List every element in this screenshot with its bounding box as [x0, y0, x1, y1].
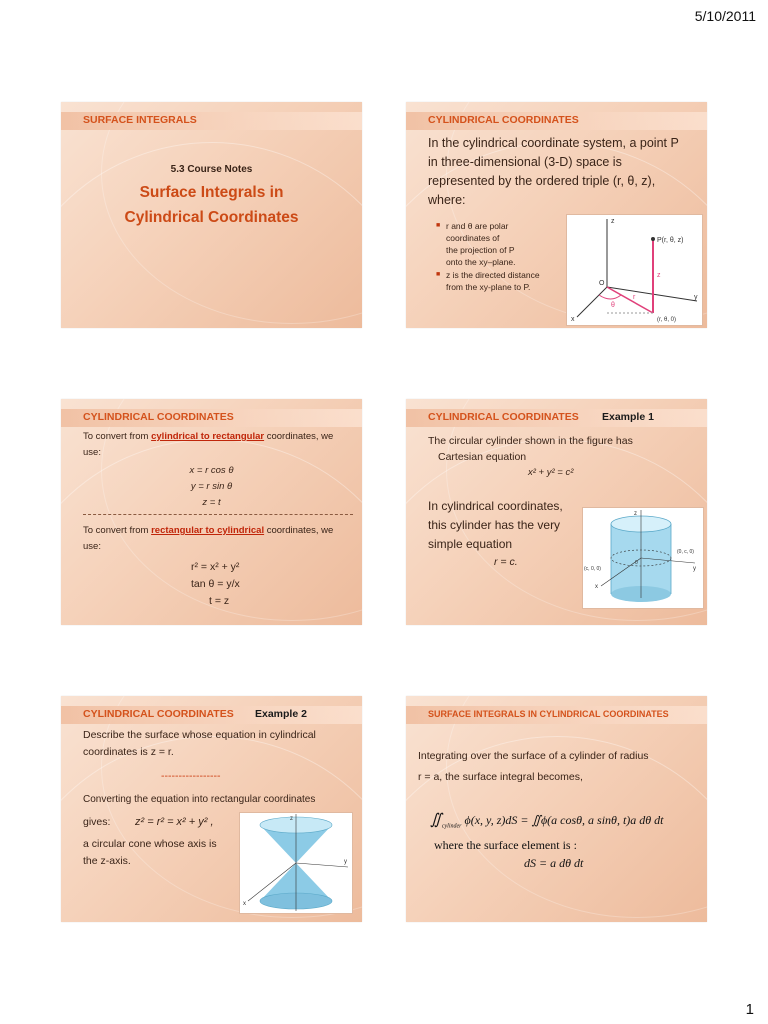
text-line: use:: [83, 541, 101, 552]
text-line: r = a, the surface integral becomes,: [418, 771, 583, 783]
slide-header: CYLINDRICAL COORDINATES: [428, 114, 579, 126]
bullet-icon: ■: [436, 222, 441, 229]
surface-element-text: where the surface element is :: [434, 838, 577, 852]
course-notes-label: 5.3 Course Notes: [170, 164, 253, 175]
r-label: r: [633, 294, 636, 301]
equation: z = t: [202, 497, 221, 508]
slide-header: CYLINDRICAL COORDINATES: [83, 411, 234, 423]
text-line: Describe the surface whose equation in cylindrical: [83, 729, 316, 741]
cone-description: [83, 836, 217, 870]
slide-surface-integral-cylinder: [406, 696, 707, 922]
slide-header: CYLINDRICAL COORDINATES: [83, 708, 234, 720]
bullet-text: the projection of P: [446, 245, 515, 255]
gives-label: gives:: [83, 816, 111, 828]
text-fragment: coordinates, we: [264, 431, 334, 442]
slide-cylindrical-definition: [406, 102, 707, 328]
text-line: this cylinder has the very: [428, 518, 561, 532]
x-axis-label: x: [243, 901, 246, 907]
slide-example-1: [406, 399, 707, 625]
integral-expression: ϕ(x, y, z)dS = ∬ϕ(a cosθ, a sinθ, t)a dθ dt: [464, 813, 664, 827]
slide-body: [428, 134, 679, 210]
cylindrical-point-diagram: [567, 215, 702, 325]
page-date: 5/10/2011: [694, 8, 756, 24]
bullet-directed-distance: [436, 269, 540, 293]
double-integral-symbol: ∬: [430, 812, 442, 828]
equation: tan θ = y/x: [191, 578, 240, 590]
equation: y = r sin θ: [190, 481, 233, 492]
title-line-2: Cylindrical Coordinates: [124, 209, 299, 226]
point-p-label: P(r, θ, z): [657, 237, 684, 244]
text-line: the z-axis.: [83, 855, 131, 867]
x-axis-label: x: [595, 584, 598, 590]
rect-to-cyl-intro: [83, 523, 358, 555]
slide-header: SURFACE INTEGRALS: [83, 114, 197, 126]
example-text: [428, 433, 633, 465]
rect-to-cyl-equations: [191, 559, 240, 610]
cone-equation: z² = r² = x² + y² ,: [135, 816, 214, 828]
cyl-to-rect-intro: [83, 429, 358, 461]
slide-surface-integrals-title: [61, 102, 362, 328]
y-axis-label: y: [344, 859, 347, 865]
cylindrical-equation: r = c.: [494, 556, 518, 568]
theta-label: θ: [611, 302, 615, 309]
origin-label: O: [599, 280, 605, 287]
body-line: represented by the ordered triple (r, θ, z),: [428, 174, 656, 188]
z-length-label: z: [657, 272, 661, 279]
conversion-text: Converting the equation into rectangular coordinates: [83, 794, 316, 805]
bullet-icon: ■: [436, 271, 441, 278]
cylinder-figure: [582, 507, 704, 609]
slide-header: CYLINDRICAL COORDINATES: [428, 411, 579, 423]
cylinder-diagram: [583, 508, 703, 608]
surface-integral-formula: [430, 810, 664, 829]
origin-label: 0: [635, 560, 638, 566]
text-line: coordinates is z = r.: [83, 746, 174, 758]
y-axis-label: y: [694, 294, 698, 301]
text-line: simple equation: [428, 537, 513, 551]
equation: x = r cos θ: [189, 465, 234, 476]
title-line-1: Surface Integrals in: [139, 184, 284, 201]
example-label: Example 1: [602, 411, 654, 423]
rect-to-cyl-emphasis: rectangular to cylindrical: [151, 525, 265, 536]
cartesian-equation: x² + y² = c²: [528, 467, 574, 478]
z-axis-label: z: [290, 816, 293, 822]
integral-intro: [418, 746, 649, 788]
dashed-separator: -----------------: [161, 770, 221, 782]
cylindrical-explanation: [428, 497, 563, 554]
z-axis-label: z: [611, 218, 615, 225]
body-line: in three-dimensional (3-D) space is: [428, 155, 622, 169]
cyl-to-rect-equations: [61, 463, 362, 511]
y-axis-label: y: [693, 566, 696, 572]
body-line: In the cylindrical coordinate system, a point P: [428, 136, 679, 150]
text-line: In cylindrical coordinates,: [428, 499, 563, 513]
text-fragment: coordinates, we: [264, 525, 334, 536]
double-cone-diagram: [240, 813, 352, 913]
bullet-text: z is the directed distance: [446, 270, 540, 280]
equation: r² = x² + y²: [191, 561, 240, 573]
text-line: Integrating over the surface of a cylinder of radius: [418, 750, 649, 762]
page-number: 1: [745, 1001, 754, 1018]
example-label: Example 2: [255, 708, 307, 720]
cone-figure: [239, 812, 353, 914]
surface-element-equation: dS = a dθ dt: [524, 856, 584, 870]
equation: t = z: [209, 595, 230, 607]
text-line: a circular cone whose axis is: [83, 838, 217, 850]
slide-title: [61, 180, 362, 230]
slide-header: SURFACE INTEGRALS IN CYLINDRICAL COORDINATES: [428, 709, 669, 719]
text-line: The circular cylinder shown in the figure has: [428, 435, 633, 447]
example-question: [83, 727, 316, 761]
bullet-text: r and θ are polar: [446, 221, 509, 231]
projection-label: (r, θ, 0): [657, 317, 677, 323]
bullet-text: from the xy-plane to P.: [446, 282, 531, 292]
point-c00-label: (c, 0, 0): [584, 566, 601, 572]
text-line: Cartesian equation: [438, 451, 527, 463]
slide-conversion-formulas: [61, 399, 362, 625]
text-fragment: To convert from: [83, 431, 152, 442]
cyl-to-rect-emphasis: cylindrical to rectangular: [151, 431, 265, 442]
bullet-text: coordinates of: [446, 233, 500, 243]
integral-domain: cylinder: [441, 823, 462, 830]
slide-example-2: [61, 696, 362, 922]
z-axis-label: z: [634, 511, 637, 517]
bullet-text: onto the xy–plane.: [446, 257, 516, 267]
x-axis-label: x: [571, 316, 575, 323]
point-0c0-label: (0, c, 0): [677, 549, 694, 555]
text-line: use:: [83, 447, 101, 458]
text-fragment: To convert from: [83, 525, 152, 536]
body-line: where:: [428, 193, 466, 207]
cylindrical-point-figure: [566, 214, 703, 326]
dashed-divider: [83, 514, 353, 515]
bullet-polar: [436, 220, 516, 268]
